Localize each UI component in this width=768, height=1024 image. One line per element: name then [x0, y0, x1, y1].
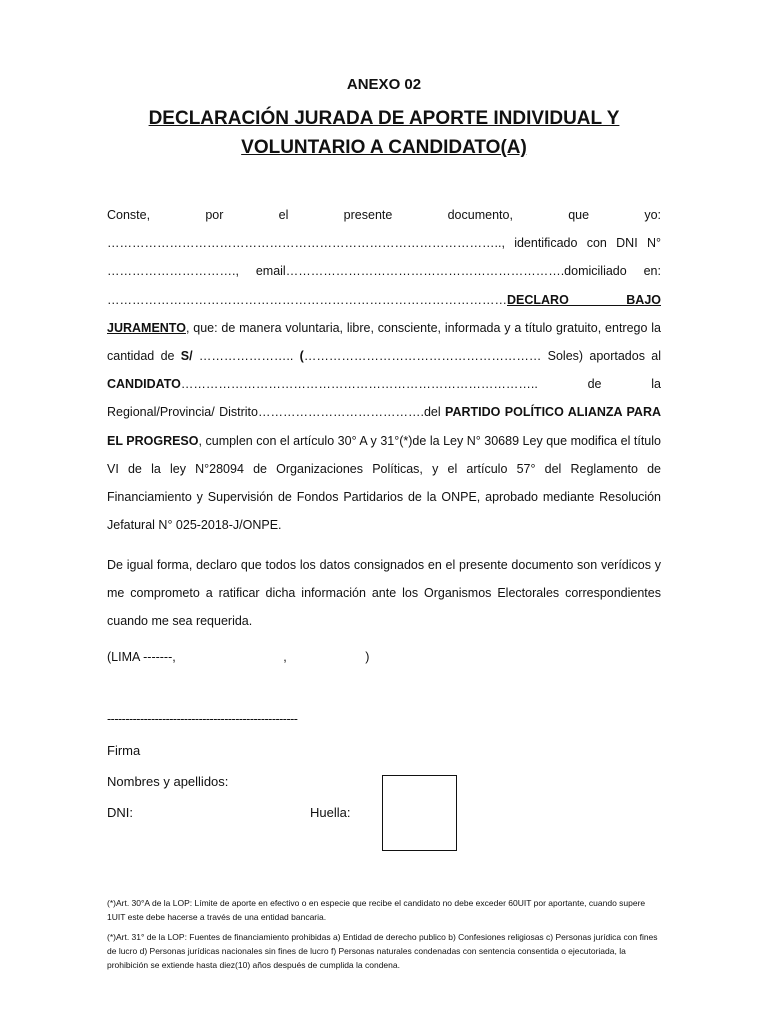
place-date-line	[107, 650, 369, 664]
signature-line: ----------------------------------------------------	[107, 712, 298, 726]
footnote-art30: (*)Art. 30°A de la LOP: Límite de aporte en efectivo o en especie que recibe el candidato no debe exceder 60UIT por aportante, cuando supere 1UIT este debe hacerse a través de una entidad bancaria.	[107, 898, 646, 922]
declaration-text-1: Conste, por el presente documento, que yo: ………………………………………………………………………………….., identificado con DNI N° …………………………., email………………………………………………………….domiciliado en: ……………………………………………………………………………………	[107, 208, 661, 307]
date-close: )	[365, 650, 370, 664]
declaration-text-6: , cumplen con el artículo 30° A y 31°(*)de la Ley N° 30689 Ley que modifica el título VI de la ley N°28094 de Organizaciones Políticas, y el artículo 57° del Reglamento de Financiamiento y Supervisión de Fondos Partidarios de la ONPE, aprobado mediante Resolución Jefatural N° 025-2018-J/ONPE.	[107, 433, 661, 533]
declaration-text-5: ………………………………………………………………………….. de la Regional/Provincia/ Distrito………………………………….del	[107, 377, 661, 420]
declaration-text-2: , que: de manera voluntaria, libre, consciente, informada y a título gratuito, entrego la cantidad de	[107, 320, 661, 364]
soles-symbol: S/	[180, 349, 193, 364]
annex-number: ANEXO 02	[346, 76, 422, 93]
amount-words-blank: ………………………………………………… Soles) aportados al	[303, 349, 661, 364]
date-comma: ,	[283, 650, 287, 664]
names-label: Nombres y apellidos:	[107, 774, 229, 789]
party-name: PARTIDO POLÍTICO ALIANZA PARA EL PROGRESO	[107, 405, 661, 448]
fingerprint-box	[382, 775, 457, 851]
declaration-paragraph	[107, 201, 661, 539]
document-title: DECLARACIÓN JURADA DE APORTE INDIVIDUAL Y VOLUNTARIO A CANDIDATO(A)	[148, 108, 620, 158]
amount-blank: …………………..	[192, 349, 300, 364]
footnote-art31: (*)Art. 31° de la LOP: Fuentes de financiamiento prohibidas a) Entidad de derecho publico b) Confesiones religiosas c) Personas jurídica con fines de lucro d) Personas jurídicas nacionales sin fines de lucro f) Personas naturales condenadas con sentencia consentida o ejecutoriada, la prohibición se extiende hasta diez(10) años después de cumplida la condena.	[107, 932, 658, 970]
place-lima: (LIMA -------,	[107, 650, 176, 664]
candidato-label: CANDIDATO	[107, 377, 181, 392]
fingerprint-label: Huella:	[310, 805, 351, 820]
firma-label: Firma	[107, 743, 141, 758]
declaro-bajo-juramento: DECLARO BAJO JURAMENTO	[107, 292, 661, 335]
dni-label: DNI:	[107, 805, 133, 820]
veracity-paragraph: De igual forma, declaro que todos los datos consignados en el presente documento son verídicos y me comprometo a ratificar dicha información ante los Organismos Electorales correspondientes cuando me sea requerida.	[107, 558, 661, 629]
footnotes	[107, 896, 663, 978]
open-paren: (	[299, 349, 304, 364]
